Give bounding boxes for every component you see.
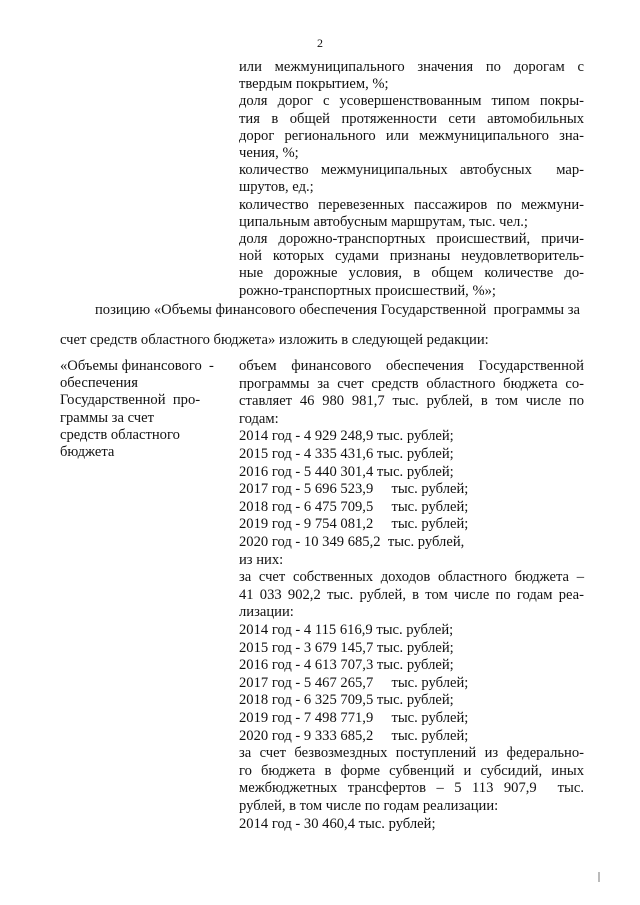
funding-line-24: межбюджетных трансфертов – 5 113 907,9 тыс. <box>239 780 584 797</box>
funding-line-3: годам: <box>239 410 279 427</box>
funding-line-1: программы за счет средств областного бюджета со- <box>239 375 584 392</box>
label-line-3: граммы за счет <box>60 409 154 426</box>
funding-line-7: 2017 год - 5 696 523,9 тыс. рублей; <box>239 481 469 498</box>
funding-line-16: 2015 год - 3 679 145,7 тыс. рублей; <box>239 639 454 656</box>
funding-line-8: 2018 год - 6 475 709,5 тыс. рублей; <box>239 498 469 515</box>
paragraph-line-2: счет средств областного бюджета» изложить в следующей редакции: <box>60 332 489 348</box>
funding-line-13: 41 033 902,2 тыс. рублей, в том числе по годам реа- <box>239 586 584 603</box>
label-line-5: бюджета <box>60 444 115 460</box>
funding-line-5: 2015 год - 4 335 431,6 тыс. рублей; <box>239 446 454 462</box>
funding-line-15: 2014 год - 4 115 616,9 тыс. рублей; <box>239 622 454 638</box>
page-number: 2 <box>317 36 323 50</box>
indicator-line-12: ные дорожные условия, в общем количестве до- <box>239 265 584 282</box>
funding-line-12: за счет собственных доходов областного бюджета – <box>239 569 584 586</box>
funding-line-14: лизации: <box>239 604 294 621</box>
indicator-line-5: чения, %; <box>239 145 299 161</box>
funding-line-2: ставляет 46 980 981,7 тыс. рублей, в том числе по <box>239 393 584 410</box>
funding-line-26: 2014 год - 30 460,4 тыс. рублей; <box>239 815 436 832</box>
funding-line-17: 2016 год - 4 613 707,3 тыс. рублей; <box>239 657 454 674</box>
indicator-line-11: ной которых судами признаны неудовлетворитель- <box>239 248 584 265</box>
funding-line-0: объем финансового обеспечения Государственной <box>239 358 584 374</box>
scan-artifact <box>598 872 600 882</box>
label-line-0: «Объемы финансового - <box>60 358 214 374</box>
indicator-line-0: или межмуниципального значения по дорогам с <box>239 59 584 75</box>
funding-line-10: 2020 год - 10 349 685,2 тыс. рублей, <box>239 534 465 550</box>
indicator-line-6: количество межмуниципальных автобусных мар- <box>239 162 584 179</box>
funding-line-25: рублей, в том числе по годам реализации: <box>239 798 499 814</box>
label-line-2: Государственной про- <box>60 392 201 409</box>
funding-line-23: го бюджета в форме субвенций и субсидий, иных <box>239 762 584 779</box>
indicator-line-8: количество перевезенных пассажиров по межмуни- <box>239 196 584 213</box>
label-line-4: средств областного <box>60 426 180 443</box>
funding-line-20: 2019 год - 7 498 771,9 тыс. рублей; <box>239 710 469 726</box>
indicator-line-2: доля дорог с усовершенствованным типом покры- <box>239 93 584 110</box>
label-line-1: обеспечения <box>60 375 138 392</box>
indicator-line-7: шрутов, ед.; <box>239 179 314 196</box>
funding-line-9: 2019 год - 9 754 081,2 тыс. рублей; <box>239 516 469 533</box>
funding-line-18: 2017 год - 5 467 265,7 тыс. рублей; <box>239 674 469 691</box>
funding-line-4: 2014 год - 4 929 248,9 тыс. рублей; <box>239 428 454 445</box>
funding-line-19: 2018 год - 6 325 709,5 тыс. рублей; <box>239 692 454 709</box>
indicator-line-3: тия в общей протяженности сети автомобильных <box>239 110 584 127</box>
funding-line-6: 2016 год - 5 440 301,4 тыс. рублей; <box>239 463 454 480</box>
funding-line-22: за счет безвозмездных поступлений из федерально- <box>239 745 584 762</box>
indicator-line-13: рожно-транспортных происшествий, %»; <box>239 282 496 299</box>
indicator-line-9: ципальным автобусным маршрутам, тыс. чел.; <box>239 213 528 230</box>
indicator-line-4: дорог регионального или межмуниципального зна- <box>239 127 584 144</box>
funding-line-21: 2020 год - 9 333 685,2 тыс. рублей; <box>239 727 469 744</box>
indicator-line-1: твердым покрытием, %; <box>239 76 389 93</box>
paragraph-line-1: позицию «Объемы финансового обеспечения Государственной программы за <box>95 302 580 318</box>
funding-line-11: из них: <box>239 551 284 568</box>
indicator-line-10: доля дорожно-транспортных происшествий, причи- <box>239 231 584 247</box>
